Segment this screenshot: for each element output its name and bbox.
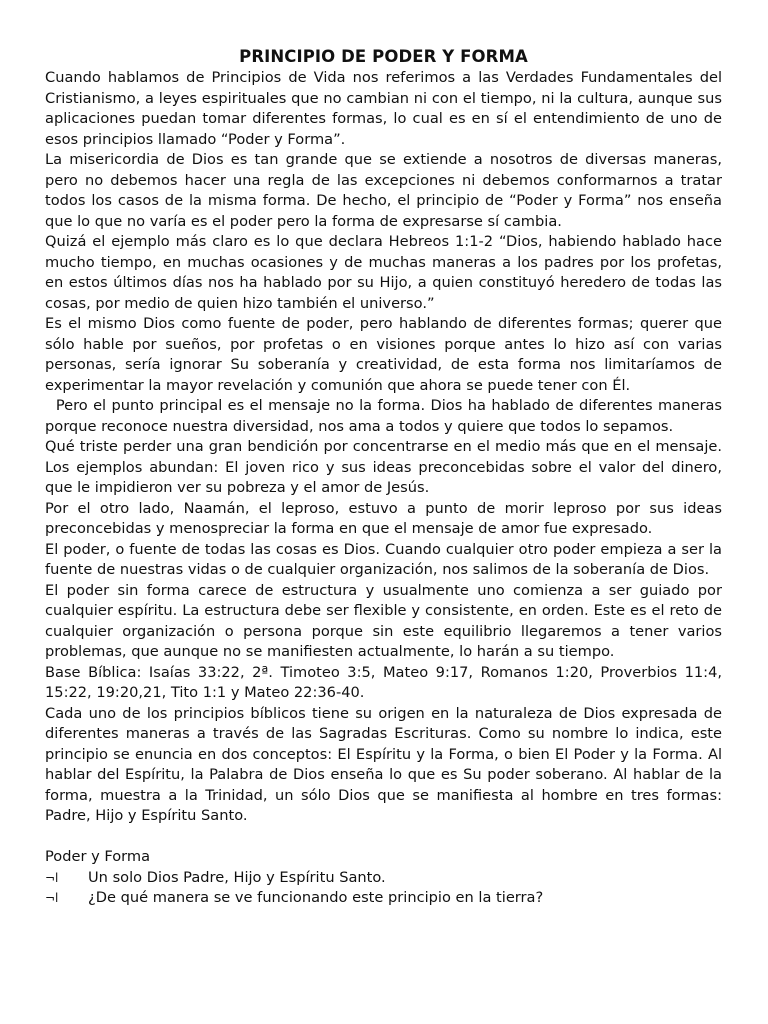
list-item-text: ¿De qué manera se ve funcionando este principio en la tierra?: [88, 889, 544, 906]
blank-line: [45, 827, 722, 848]
paragraph: Qué triste perder una gran bendición por concentrarse en el medio más que en el mensaje. Los ejemplos abundan: El joven rico y sus ideas preconcebidas sobre el valor del dinero, que le impidieron ver su pobreza y el amor de Jesús.: [45, 438, 722, 496]
list-item-text: Un solo Dios Padre, Hijo y Espíritu Santo.: [88, 868, 386, 886]
subheading: Poder y Forma: [45, 848, 151, 865]
paragraph: Pero el punto principal es el mensaje no la forma. Dios ha hablado de diferentes maneras porque reconoce nuestra diversidad, nos ama a todos y quiere que todos lo sepamos.: [45, 397, 727, 435]
paragraph: La misericordia de Dios es tan grande que se extiende a nosotros de diversas maneras, pero no debemos hacer una regla de las excepciones ni debemos conformarnos a tratar todos los casos de la misma forma. De hecho, el principio de “Poder y Forma” nos enseña que lo que no varía es el poder pero la forma de expresarse sí cambia.: [45, 151, 722, 230]
paragraph: El poder sin forma carece de estructura y usualmente uno comienza a ser guiado por cualquier espíritu. La estructura debe ser flexible y consistente, en orden. Este es el reto de cualquier organización o persona porque sin este equilibrio llegaremos a tener varios problemas, que aunque no se manifiesten actualmente, lo harán a su tiempo.: [45, 581, 722, 660]
paragraph: Es el mismo Dios como fuente de poder, pero hablando de diferentes formas; querer que sólo hable por sueños, por profetas o en visiones porque antes lo hizo así con varias personas, sería ignorar Su soberanía y creatividad, de esta forma nos limitaríamos de experimentar la mayor revelación y comunión que ahora se puede tener con Él.: [45, 315, 722, 394]
paragraph: El poder, o fuente de todas las cosas es Dios. Cuando cualquier otro poder empieza a ser la fuente de nuestras vidas o de cualquier organización, nos salimos de la soberanía de Dios.: [45, 540, 722, 578]
paragraph: Base Bíblica: Isaías 33:22, 2ª. Timoteo 3:5, Mateo 9:17, Romanos 1:20, Proverbios 11:4, 15:22, 19:20,21, Tito 1:1 y Mateo 22:36-40.: [45, 663, 722, 701]
paragraph: Quizá el ejemplo más claro es lo que declara Hebreos 1:1-2 “Dios, habiendo hablado hace mucho tiempo, en muchas ocasiones y de muchas maneras a los padres por los profetas, en estos últimos días nos ha hablado por su Hijo, a quien constituyó heredero de todas las cosas, por medio de quien hizo también el universo.”: [45, 233, 722, 312]
paragraph: Por el otro lado, Naamán, el leproso, estuvo a punto de morir leproso por sus ideas preconcebidas y menospreciar la forma en que el mensaje de amor fue expresado.: [45, 499, 722, 537]
paragraph: Cuando hablamos de Principios de Vida nos referimos a las Verdades Fundamentales del Cristianismo, a leyes espirituales que no cambian ni con el tiempo, ni la cultura, aunque sus aplicaciones puedan tomar diferentes formas, lo cual es en sí el entendimiento de uno de esos principios llamado “Poder y Forma”.: [45, 69, 722, 148]
paragraph: Cada uno de los principios bíblicos tiene su origen en la naturaleza de Dios expresada de diferentes maneras a través de las Sagradas Escrituras. Como su nombre lo indica, este principio se enuncia en dos conceptos: El Espíritu y la Forma, o bien El Poder y la Forma. Al hablar del Espíritu, la Palabra de Dios enseña lo que es Su poder soberano. Al hablar de la forma, muestra a la Trinidad, un sólo Dios que se manifiesta al hombre en tres formas: Padre, Hijo y Espíritu Santo.: [45, 704, 722, 824]
list-item: [45, 888, 722, 909]
bullet-marker: ¬l: [45, 891, 59, 905]
document-title: PRINCIPIO DE PODER Y FORMA: [239, 47, 528, 66]
bullet-marker: ¬l: [45, 870, 59, 885]
list-item: [45, 868, 722, 889]
